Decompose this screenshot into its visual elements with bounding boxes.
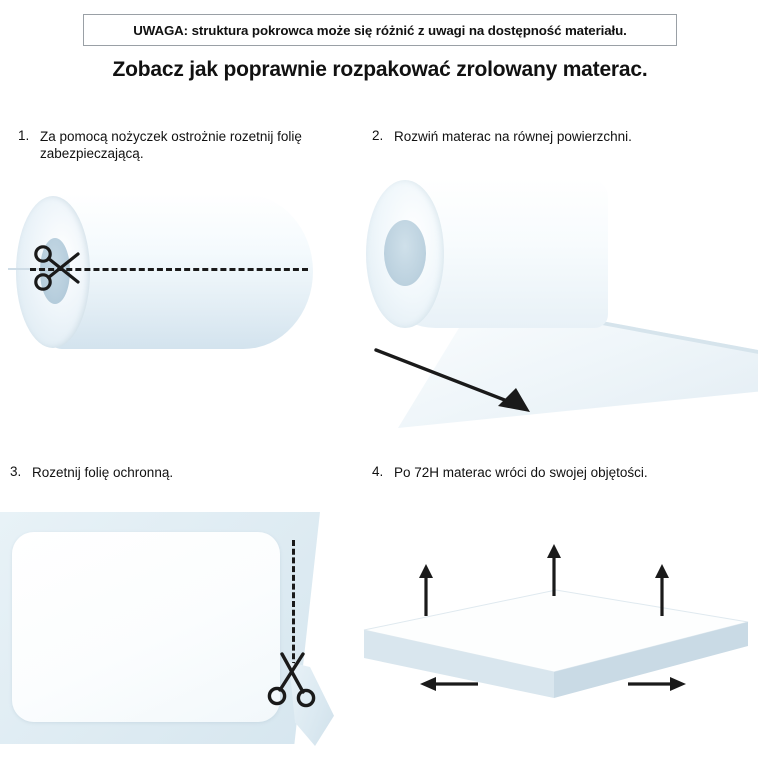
step-1-header [18,128,348,163]
notice-text: UWAGA: struktura pokrowca może się różnić z uwagi na dostępność materiału. [133,22,627,38]
step-4-text: Po 72H materac wróci do swojej objętości. [394,465,648,480]
expand-arrow-up-middle-icon [546,544,562,596]
step-4-number: 4. [372,464,384,479]
step-3-number: 3. [10,464,22,479]
step-1 [18,128,348,163]
step-1-text: Za pomocą nożyczek ostrożnie rozetnij folię zabezpieczającą. [40,129,302,162]
step-4 [372,464,732,481]
step-2-text: Rozwiń materac na równej powierzchni. [394,129,632,144]
scissors-icon [264,648,322,710]
step-1-number: 1. [18,128,30,143]
step-4-illustration [356,512,756,752]
step-2-illustration [358,176,758,426]
expand-arrow-left-icon [420,676,478,692]
page-title: Zobacz jak poprawnie rozpakować zrolowany materac. [112,58,648,81]
step-3-illustration [0,512,345,752]
step-3 [10,464,340,481]
step-2 [372,128,722,145]
expand-arrow-right-icon [628,676,686,692]
scissors-icon [32,242,84,294]
notice-banner [83,14,677,46]
arrow-diagonal-icon [370,344,550,424]
step-3-text: Rozetnij folię ochronną. [32,465,174,480]
expand-arrow-up-left-icon [418,564,434,616]
step-1-illustration [8,182,338,372]
step-2-number: 2. [372,128,384,143]
step-3-header [10,464,340,481]
flat-mattress [12,532,280,722]
step-2-header [372,128,722,145]
partially-rolled-mattress-core-hole [384,220,426,286]
step-4-header [372,464,732,481]
expand-arrow-up-right-icon [654,564,670,616]
